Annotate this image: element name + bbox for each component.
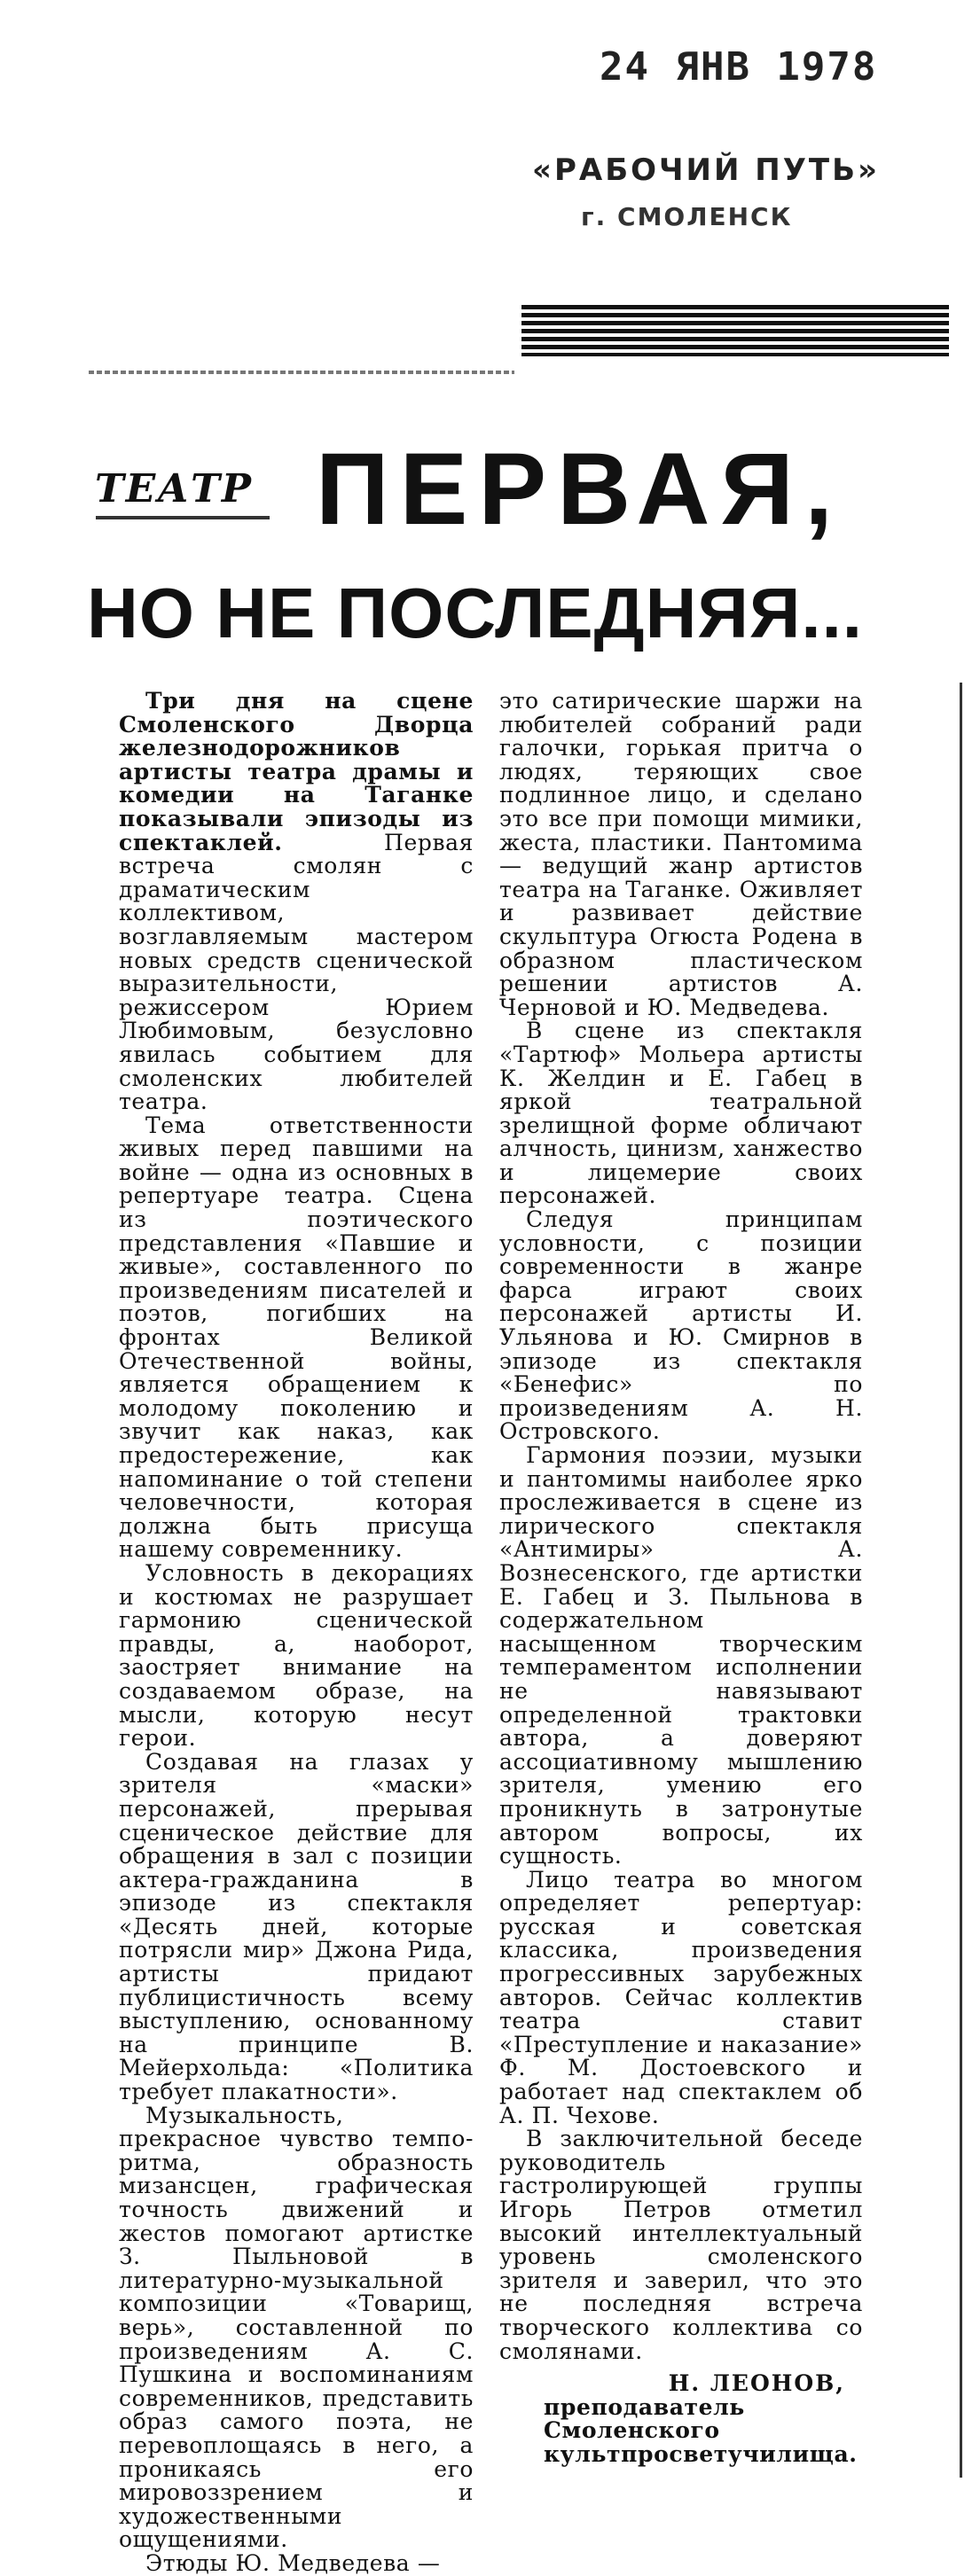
author-name: Н. ЛЕОНОВ, xyxy=(668,2370,845,2397)
decorative-stripe-bar xyxy=(521,305,949,356)
paragraph: Лицо театра во многом определяет репертуар: русская и советская классика, произведения прогрессивных зарубежных авторов. Сейчас коллектив театра ставит «Преступление и наказание» Ф. М. Достоевского и работает над спектаклем об А. П. Чехове. xyxy=(499,1866,863,2128)
author-role: преподаватель Смоленского культпросветучилища. xyxy=(544,2393,858,2467)
rubric-label: ТЕАТР xyxy=(95,466,253,511)
lead-text: Три дня на сцене Смоленского Дворца железнодорожников артисты театра драмы и комедии на Таганке показывали эпизоды из спектаклей. xyxy=(119,688,474,855)
author-signature xyxy=(499,2372,863,2466)
newspaper-name-stamp: «РАБОЧИЙ ПУТЬ» xyxy=(532,152,880,188)
article-column-left xyxy=(119,690,474,2576)
article-column-right xyxy=(499,690,863,2467)
paragraph: это сатирические шаржи на любителей собраний ради галочки, горькая притча о людях, теряющих свое подлинное лицо, и сделано это все при помощи мимики, жеста, пластики. Пантомима — ведущий жанр артистов театра на Таганке. Оживляет и развивает действие скульптура Огюста Родена в образном пластическом решении артистов А. Черновой и Ю. Медведева. xyxy=(499,688,863,1020)
paragraph: Музыкальность, прекрасное чувство темпо-ритма, образность мизансцен, графическая точность движений и жестов помогают артистке З. Пыльновой в литературно-музыкальной композиции «Товарищ, верь», составленной по произведениям А. С. Пушкина и воспоминаниям современников, представить образ самого поэта, не перевоплощаясь в него, а проникаясь его мировоззрением и художественными ощущениями. xyxy=(119,2102,474,2553)
paragraph: Следуя принципам условности, с позиции современности в жанре фарса играют своих персонажей артисты И. Ульянова и Ю. Смирнов в эпизоде из спектакля «Бенефис» по произведениям А. Н. Островского. xyxy=(499,1206,863,1445)
column-border xyxy=(960,683,962,2478)
paragraph: В сцене из спектакля «Тартюф» Мольера артисты К. Желдин и Е. Габец в яркой театральной зрелищной форме обличают алчность, цинизм, ханжество и лицемерие своих персонажей. xyxy=(499,1018,863,1209)
paragraph: В заключительной беседе руководитель гастролирующей группы Игорь Петров отметил высокий интеллектуальный уровень смоленского зрителя и заверил, что это не последняя встреча творческого коллектива со смолянами. xyxy=(499,2126,863,2364)
headline-line-1: ПЕРВАЯ, xyxy=(316,433,844,546)
newspaper-city-stamp: г. СМОЛЕНСК xyxy=(581,202,793,231)
paragraph: Этюды Ю. Медведева — xyxy=(145,2549,441,2576)
paragraph: Гармония поэзии, музыки и пантомимы наиболее ярко прослеживается в сцене из лирического спектакля «Антимиры» А. Вознесенского, где артистки Е. Габец и З. Пыльнова в содержательном насыщенном творческим темпераментом исполнении не навязывают определенной трактовки автора, а доверяют ассоциативному мышлению зрителя, умению его проникнуть в затронутые автором вопросы, их сущность. xyxy=(499,1442,863,1870)
paragraph xyxy=(119,690,474,1114)
headline-line-2: НО НЕ ПОСЛЕДНЯЯ... xyxy=(87,574,864,652)
paragraph-text: Первая встреча смолян с драматическим коллективом, возглавляемым мастером новых средств сценической выразительности, режиссером Юрием Любимовым, безусловно явилась событием для смоленских любителей театра. xyxy=(119,829,474,1115)
paragraph: Тема ответственности живых перед павшими на войне — одна из основных в репертуаре театра. Сцена из поэтического представления «Павшие и живые», составленного по произведениям писателей и поэтов, погибших на фронтах Великой Отечественной войны, является обращением к молодому поколению и звучит как наказ, как предостережение, как напоминание о той степени человечности, которая должна быть присуща нашему современнику. xyxy=(119,1112,474,1563)
divider xyxy=(89,371,514,374)
rubric-underline xyxy=(96,516,270,519)
paragraph: Создавая на глазах у зрителя «маски» персонажей, прерывая сценическое действие для обращения в зал с позиции актера-гражданина в эпизоде из спектакля «Десять дней, которые потрясли мир» Джона Рида, артисты придают публицистичность всему выступлению, основанному на принципе В. Мейерхольда: «Политика требует плакатности». xyxy=(119,1748,474,2105)
date-stamp: 24 ЯНВ 1978 xyxy=(600,44,878,90)
paragraph: Условность в декорациях и костюмах не разрушает гармонию сценической правды, а, наоборот, заостряет внимание на создаваемом образе, на мысли, которую несут герои. xyxy=(119,1559,474,1752)
